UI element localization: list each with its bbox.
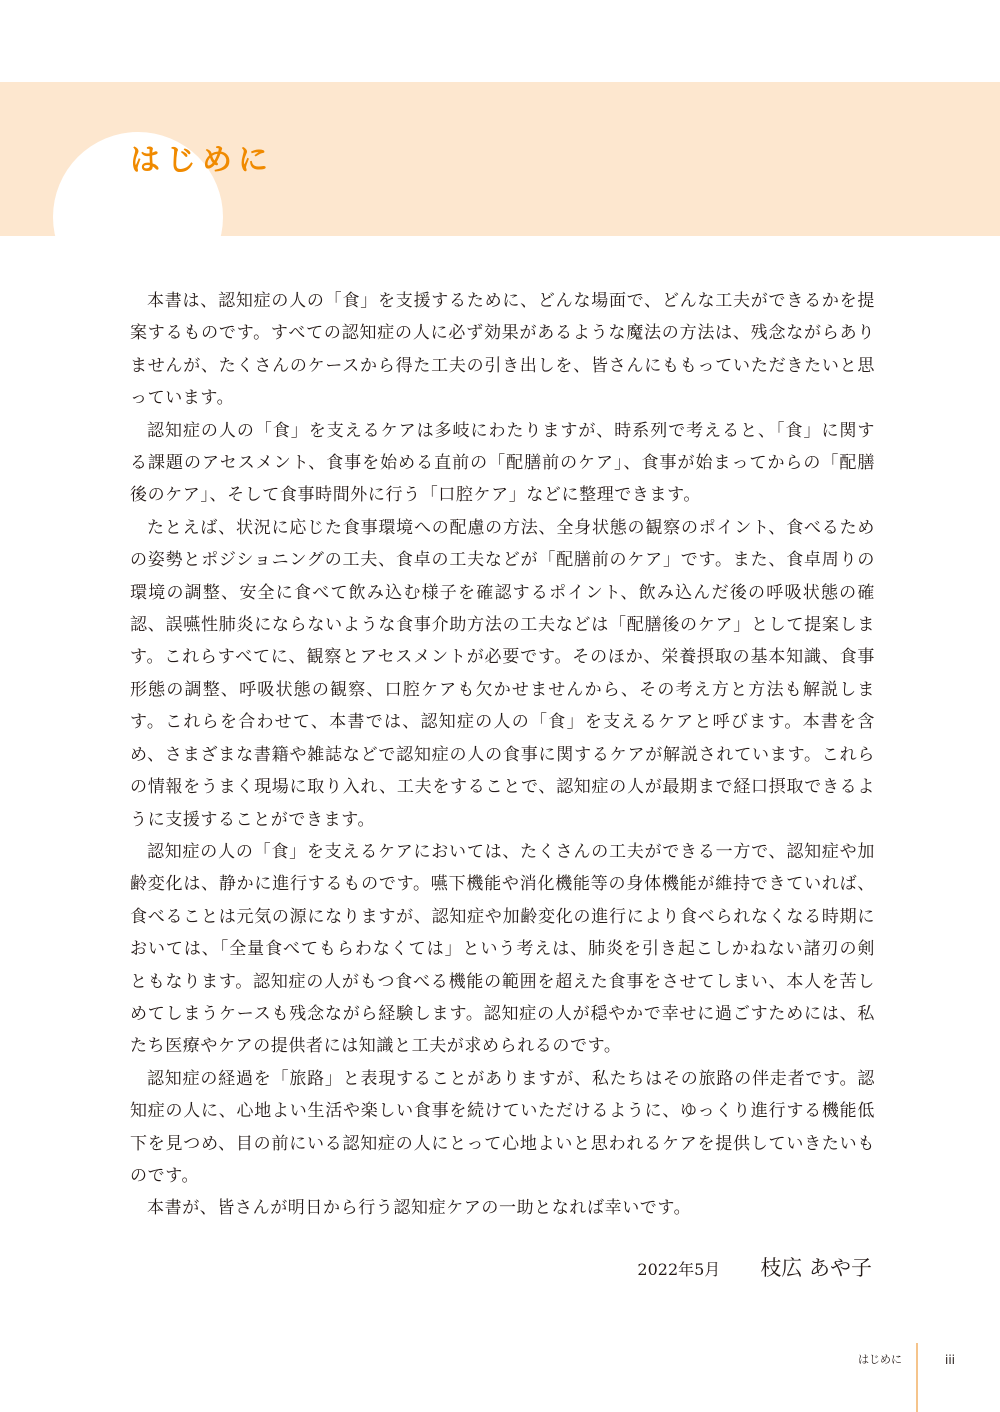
- paragraph: 本書が、皆さんが明日から行う認知症ケアの一助となれば幸いです。: [147, 1198, 692, 1219]
- signature: [637, 1252, 872, 1282]
- paragraph: 本書は、認知症の人の「食」を支援するために、どんな場面で、どんな工夫ができるかを提案するものです。すべての認知症の人に必ず効果があるような魔法の方法は、残念ながらありませんが、たくさんのケースから得た工夫の引き出しを、皆さんにももっていただきたいと思っています。: [130, 291, 875, 409]
- footer-section-label: はじめに: [858, 1353, 902, 1366]
- page-number: iii: [945, 1353, 956, 1367]
- page-title: はじめに: [130, 143, 274, 178]
- paragraph: たとえば、状況に応じた食事環境への配慮の方法、全身状態の観察のポイント、食べるための姿勢とポジショニングの工夫、食卓の工夫などが「配膳前のケア」です。また、食卓周りの環境の調整、安全に食べて飲み込む様子を確認するポイント、飲み込んだ後の呼吸状態の確認、誤嚥性肺炎にならないような食事介助方法の工夫などは「配膳後のケア」として提案します。これらすべてに、観察とアセスメントが必要です。そのほか、栄養摂取の基本知識、食事形態の調整、呼吸状態の観察、口腔ケアも欠かせませんから、その考え方と方法も解説します。これらを合わせて、本書では、認知症の人の「食」を支えるケアと呼びます。本書を含め、さまざまな書籍や雑誌などで認知症の人の食事に関するケアが解説されています。これらの情報をうまく現場に取り入れ、工夫をすることで、認知症の人が最期まで経口摂取できるように支援することができます。: [130, 517, 875, 830]
- signature-date: 2022年5月: [637, 1260, 721, 1279]
- body-text: [130, 285, 875, 1225]
- footer-divider: [916, 1343, 918, 1412]
- paragraph: 認知症の経過を「旅路」と表現することがありますが、私たちはその旅路の伴走者です。認知症の人に、心地よい生活や楽しい食事を続けていただけるように、ゆっくり進行する機能低下を見つめ、目の前にいる認知症の人にとって心地よいと思われるケアを提供していきたいものです。: [130, 1068, 875, 1186]
- paragraph: 認知症の人の「食」を支えるケアにおいては、たくさんの工夫ができる一方で、認知症や加齢変化は、静かに進行するものです。嚥下機能や消化機能等の身体機能が維持できていれば、食べることは元気の源になりますが、認知症や加齢変化の進行により食べられなくなる時期においては、「全量食べてもらわなくては」という考えは、肺炎を引き起こしかねない諸刃の剣ともなります。認知症の人がもつ食べる機能の範囲を超えた食事をさせてしまい、本人を苦しめてしまうケースも残念ながら経験します。認知症の人が穏やかで幸せに過ごすためには、私たち医療やケアの提供者には知識と工夫が求められるのです。: [130, 841, 875, 1057]
- paragraph: 認知症の人の「食」を支えるケアは多岐にわたりますが、時系列で考えると、「食」に関する課題のアセスメント、食事を始める直前の「配膳前のケア」、食事が始まってからの「配膳後のケア」、そして食事時間外に行う「口腔ケア」などに整理できます。: [130, 420, 875, 506]
- signature-author: 枝広 あや子: [760, 1256, 872, 1280]
